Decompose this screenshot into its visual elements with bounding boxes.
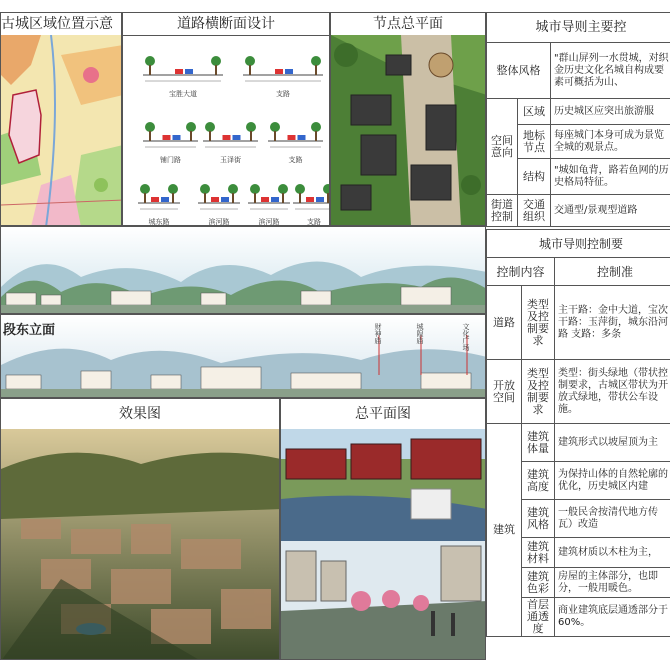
section-label: 城东路 <box>148 218 170 226</box>
elevation-1-panel <box>0 226 486 314</box>
section-drawing <box>198 169 240 213</box>
structure-text: "城如龟背，路若鱼网的历史格局特征。 <box>551 159 670 195</box>
section-label: 支路 <box>276 90 290 98</box>
plan-image-top <box>281 429 486 541</box>
structure-label: 结构 <box>518 159 551 195</box>
render-panel <box>0 398 280 660</box>
node-title: 节点总平面 <box>331 13 485 36</box>
location-title: 古城区域位置示意 <box>1 13 121 36</box>
section-drawing <box>268 107 323 151</box>
area-label: 区域 <box>518 99 551 125</box>
node-plan-image <box>331 35 486 226</box>
marker-label: 文化广场 <box>462 323 470 351</box>
build-row-key: 建筑色彩 <box>522 568 555 598</box>
section-label: 玉泽街 <box>220 156 241 164</box>
build-row-value: 商业建筑底层通透部分于60%。 <box>555 598 670 637</box>
open-type-label: 类型及控制要求 <box>522 360 555 424</box>
build-row-value: 房屋的主体部分，也即分，一般用暖色。 <box>555 568 670 598</box>
open-space-label: 开放空间 <box>487 360 522 424</box>
location-map <box>1 35 122 226</box>
section-drawing <box>203 107 258 151</box>
road-section-panel <box>122 12 330 226</box>
section-drawing <box>248 169 290 213</box>
elevation-1-image <box>1 227 486 314</box>
landmark-label: 地标节点 <box>518 125 551 159</box>
open-text: 类型：街头绿地（带状控制要求，古城区带状为开放式绿地，带状公车设施。 <box>555 360 670 424</box>
section-drawing <box>143 107 198 151</box>
control-title: 城市导则控制要 <box>487 230 670 258</box>
guide-title: 城市导则主要控 <box>487 13 670 43</box>
build-row-key: 建筑体量 <box>522 424 555 462</box>
overall-style-text: "群山屏列一水贯城，对织金历史文化名城自构成要素可概括为山、 <box>551 43 670 99</box>
node-plan-panel <box>330 12 486 226</box>
guide-table-area <box>486 12 670 660</box>
render-image <box>1 429 280 660</box>
elevation-2-title: 段东立面 <box>3 323 56 338</box>
road-section <box>268 107 323 165</box>
build-row-key: 建筑高度 <box>522 462 555 500</box>
section-drawing <box>293 169 330 213</box>
road-section <box>243 41 323 99</box>
location-panel <box>0 12 122 226</box>
road-section <box>203 107 258 165</box>
road-section <box>248 169 290 226</box>
road-section <box>143 41 223 99</box>
space-intent-label: 空间意向 <box>487 99 518 195</box>
plan-panel <box>280 398 486 660</box>
section-label: 铺门路 <box>160 156 181 164</box>
build-row-key: 首层通透度 <box>522 598 555 637</box>
section-drawing <box>138 169 180 213</box>
build-row-key: 建筑风格 <box>522 500 555 538</box>
build-row-key: 建筑材料 <box>522 538 555 568</box>
build-row-value: 建筑形式以坡屋顶为主 <box>555 424 670 462</box>
road-section <box>198 169 240 226</box>
section-label: 滨河路 <box>208 218 230 226</box>
road-label: 道路 <box>487 286 522 360</box>
render-title: 效果图 <box>1 399 279 430</box>
overall-style-label: 整体风格 <box>487 43 551 99</box>
build-row-value: 建筑材质以木柱为主， <box>555 538 670 568</box>
street-control-label: 街道控制 <box>487 195 518 227</box>
road-text: 主干路：金中大道，宝次干路：玉萍街，城东沿河路 支路：多条 <box>555 286 670 360</box>
section-label: 滨河路 <box>258 218 280 226</box>
building-label: 建筑 <box>487 424 522 637</box>
section-drawing <box>143 41 223 85</box>
build-row-value: 一般民舍按清代地方传瓦）改造 <box>555 500 670 538</box>
build-row-value: 为保持山体的自然轮廓的优化，历史城区内建 <box>555 462 670 500</box>
area-text: 历史城区应突出旅游服 <box>551 99 670 125</box>
road-section <box>143 107 198 165</box>
marker-label: 城隍庙 <box>416 323 424 344</box>
guide-table <box>486 12 670 227</box>
road-type-label: 类型及控制要求 <box>522 286 555 360</box>
road-section <box>138 169 180 226</box>
road-title: 道路横断面设计 <box>123 13 329 36</box>
road-section <box>293 169 330 226</box>
marker-label: 财神庙 <box>374 323 382 344</box>
plan-title: 总平面图 <box>281 399 485 430</box>
control-col2: 控制准 <box>555 258 670 286</box>
section-label: 支路 <box>288 156 303 164</box>
section-label: 宝胜大道 <box>169 90 197 98</box>
road-section-grid <box>123 37 330 226</box>
traffic-label: 交通组织 <box>518 195 551 227</box>
landmark-text: 每座城门本身可成为景览全城的观景点。 <box>551 125 670 159</box>
control-table <box>486 229 670 637</box>
section-label: 支路 <box>307 218 321 226</box>
traffic-text: 交通型/景观型道路 <box>551 195 670 227</box>
section-drawing <box>243 41 323 85</box>
elevation-2-image <box>1 315 486 398</box>
plan-image-bottom <box>281 541 486 660</box>
control-col1: 控制内容 <box>487 258 555 286</box>
elevation-2-panel <box>0 314 486 398</box>
